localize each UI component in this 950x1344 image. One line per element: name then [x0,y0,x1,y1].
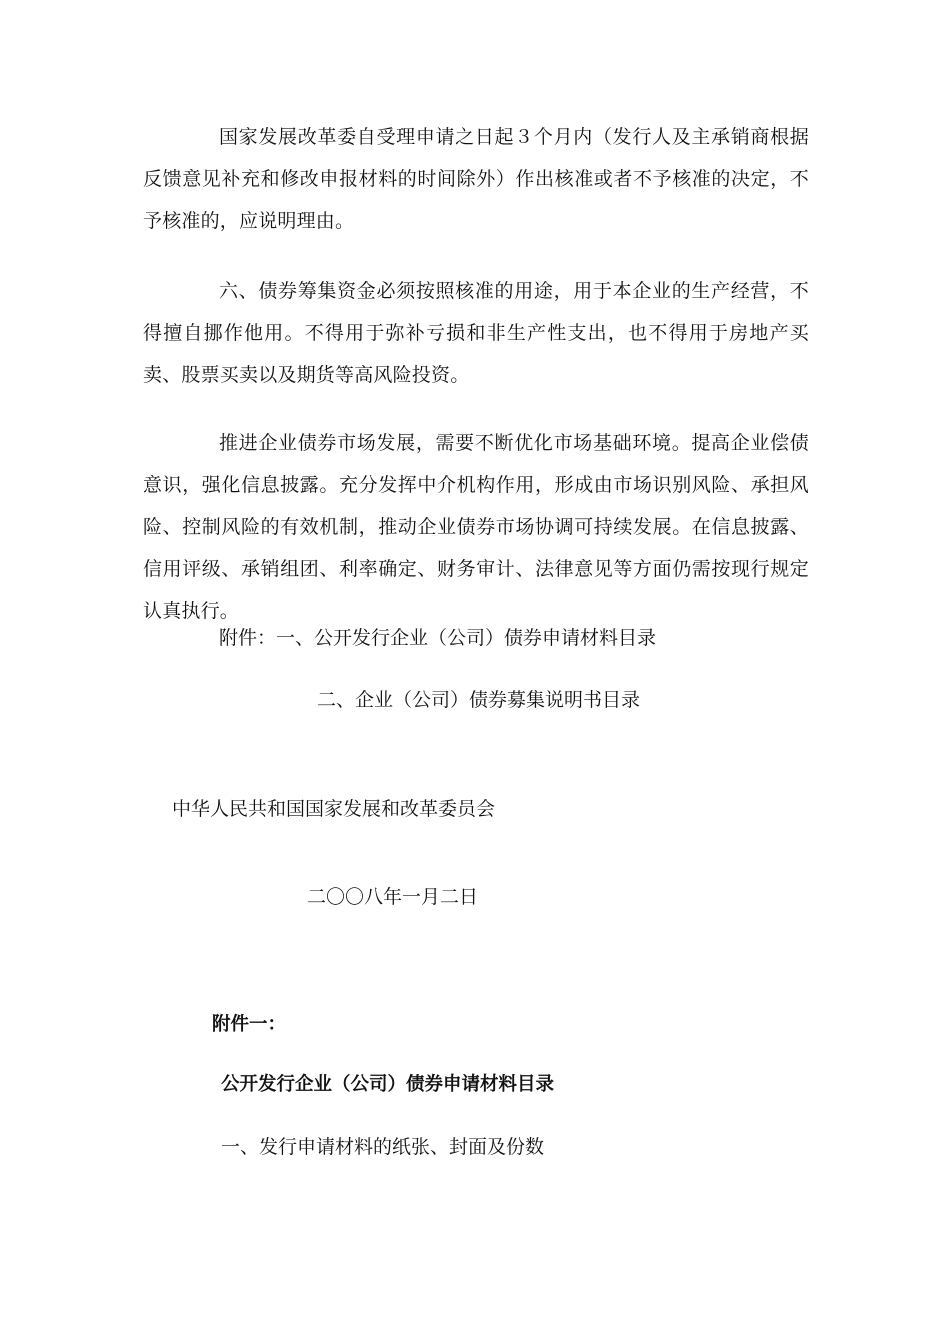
attachments-list-line: 附件：一、公开发行企业（公司）债券申请材料目录 [219,627,657,649]
paragraph-fund-usage: 六、债券筹集资金必须按照核准的用途，用于本企业的生产经营，不得擅自挪作他用。不得用于弥补亏损和非生产性支出，也不得用于房地产买卖、股票买卖以及期货等高风险投资。 [143,280,809,386]
paragraph-review-period: 国家发展改革委自受理申请之日起３个月内（发行人及主承销商根据反馈意见补充和修改申报材料的时间除外）作出核准或者不予核准的决定，不予核准的，应说明理由。 [143,126,809,232]
appendix-section-one: 一、发行申请材料的纸张、封面及份数 [221,1136,545,1158]
paragraph-market-development: 推进企业债券市场发展，需要不断优化市场基础环境。提高企业偿债意识，强化信息披露。充分发挥中介机构作用，形成由市场识别风险、承担风险、控制风险的有效机制，推动企业债券市场协调可持续发展。在信息披露、信用评级、承销组团、利率确定、财务审计、法律意见等方面仍需按现行规定认真执行。 [143,432,809,622]
appendix-heading: 附件一： [212,1014,287,1035]
appendix-title: 公开发行企业（公司）债券申请材料目录 [221,1074,555,1095]
attachment-two-line: 二、企业（公司）债券募集说明书目录 [317,689,641,711]
issue-date: 二〇〇八年一月二日 [307,886,479,908]
issuer-signature: 中华人民共和国国家发展和改革委员会 [172,798,496,820]
